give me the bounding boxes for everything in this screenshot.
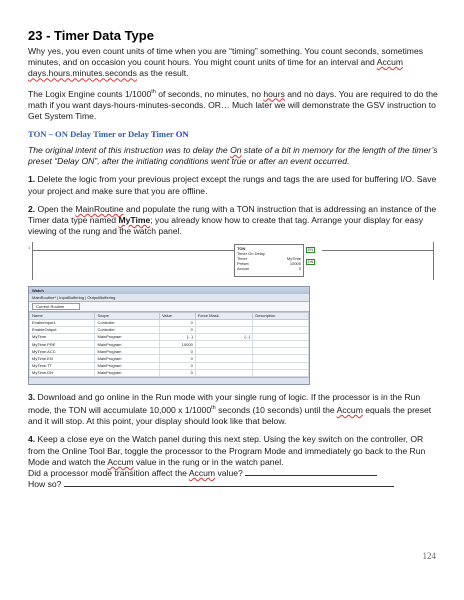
tag-name: MyTime bbox=[118, 215, 151, 226]
document-page bbox=[28, 28, 438, 490]
watch-cell bbox=[253, 369, 309, 376]
time-format-term: days.hours.minutes.seconds bbox=[28, 68, 137, 79]
step-number: 2. bbox=[28, 203, 36, 214]
accum-term: Accum bbox=[376, 57, 404, 68]
text-run: The Logix Engine counts 1/1000 bbox=[28, 88, 152, 99]
step-number: 4. bbox=[28, 434, 36, 445]
superscript: th bbox=[151, 88, 156, 95]
text-run: state of a bit in memory for the length of the timer’s preset “Delay ON”, after the initiating conditions went true or after an event occurred. bbox=[28, 145, 438, 167]
watch-cell: MainProgram bbox=[95, 362, 159, 369]
watch-row[interactable] bbox=[30, 355, 309, 362]
watch-cell bbox=[253, 341, 309, 348]
watch-cell: {...} bbox=[195, 333, 253, 340]
step-number: 1. bbox=[28, 174, 36, 185]
watch-title: Watch bbox=[29, 287, 309, 294]
watch-cell: Controller bbox=[95, 319, 159, 326]
left-power-rail bbox=[32, 242, 33, 280]
dn-output: DN bbox=[308, 259, 314, 264]
watch-cell: MainProgram bbox=[95, 333, 159, 340]
routine-tabs[interactable]: MainRoutine* | InputBuffering | OutputBuffering bbox=[29, 294, 309, 302]
column-header[interactable]: Name bbox=[30, 312, 95, 319]
accum-term: Accum bbox=[107, 456, 134, 467]
watch-rows bbox=[30, 319, 309, 377]
watch-cell bbox=[195, 362, 253, 369]
watch-cell bbox=[253, 362, 309, 369]
text-run: The original intent of this instruction was to delay the bbox=[28, 145, 231, 156]
en-output: EN bbox=[308, 247, 313, 252]
watch-row[interactable] bbox=[30, 319, 309, 326]
page-number: 124 bbox=[422, 551, 436, 561]
watch-cell: MainProgram bbox=[95, 348, 159, 355]
watch-cell: 0 bbox=[159, 319, 195, 326]
watch-cell bbox=[195, 319, 253, 326]
watch-cell: 0 bbox=[159, 326, 195, 333]
watch-cell bbox=[195, 348, 253, 355]
column-header[interactable]: Value bbox=[159, 312, 195, 319]
watch-cell: MyTime.PRE bbox=[30, 341, 95, 348]
accum-label: Accum bbox=[237, 266, 250, 272]
page-title: 23 - Timer Data Type bbox=[28, 28, 154, 43]
step-1 bbox=[28, 174, 438, 196]
answer-blank[interactable] bbox=[245, 475, 377, 476]
step-number: 3. bbox=[28, 392, 36, 402]
watch-cell bbox=[253, 348, 309, 355]
watch-status-bar bbox=[29, 377, 309, 384]
scope-bar bbox=[29, 302, 309, 312]
timer-value: MyTime bbox=[286, 255, 301, 261]
text-run: of seconds, no minutes, no bbox=[155, 88, 264, 99]
text-run: and no days. You are required to do the math if you want days-hours-minutes-seconds. OR… Much later we will demonstrate the GSV instruction to Get System Time. bbox=[28, 88, 438, 121]
ton-subtitle: Timer On Delay bbox=[237, 250, 265, 256]
scope-select[interactable]: Current Routine bbox=[32, 303, 80, 310]
watch-cell: MyTime.EN bbox=[30, 355, 95, 362]
ladder-rung-image bbox=[28, 242, 438, 280]
column-header[interactable]: Scope bbox=[95, 312, 159, 319]
intro-paragraph bbox=[28, 46, 438, 80]
watch-cell: 0 bbox=[159, 348, 195, 355]
watch-row[interactable] bbox=[30, 369, 309, 376]
rung-number: 1 bbox=[28, 244, 31, 250]
watch-cell: MainProgram bbox=[95, 341, 159, 348]
watch-cell: MyTime.DN bbox=[30, 369, 95, 376]
text-run: Keep a close eye on the Watch panel during this next step. Using the key switch on the controller, OR from the Online Tool Bar, toggle the processor to the Program Mode and immediately go back to the Run Mode and watch the bbox=[28, 434, 426, 467]
on-term: On bbox=[230, 145, 242, 156]
column-header[interactable]: Description bbox=[253, 312, 309, 319]
ton-title: TON bbox=[237, 245, 246, 251]
text-run: value in the rung or in the watch panel. bbox=[133, 456, 284, 467]
step-2 bbox=[28, 204, 438, 238]
question-1 bbox=[28, 468, 438, 479]
watch-row[interactable] bbox=[30, 348, 309, 355]
watch-cell bbox=[195, 341, 253, 348]
accum-term: Accum bbox=[336, 405, 363, 416]
watch-cell: 0 bbox=[159, 369, 195, 376]
watch-cell bbox=[195, 355, 253, 362]
ton-instruction[interactable] bbox=[234, 244, 304, 277]
text-run: Why yes, you even count units of time when you are “timing” something. You count seconds, sometimes minutes, and on occasion you count hours. You might count units of time for an interval and bbox=[28, 46, 424, 68]
watch-cell bbox=[253, 355, 309, 362]
heading-run: T bbox=[150, 129, 157, 140]
column-header[interactable]: Force Mask bbox=[195, 312, 253, 319]
watch-cell: EnableOutput bbox=[30, 326, 95, 333]
text-run: value? bbox=[215, 468, 246, 479]
timer-label: Timer bbox=[237, 255, 248, 261]
rung-wire bbox=[32, 250, 234, 251]
watch-cell bbox=[195, 326, 253, 333]
watch-cell bbox=[253, 319, 309, 326]
text-run: equals the preset and it will stop. At this point, your display should look like that below. bbox=[28, 405, 432, 427]
watch-cell: MainProgram bbox=[95, 369, 159, 376]
accum-term: Accum bbox=[188, 468, 216, 479]
watch-row[interactable] bbox=[30, 362, 309, 369]
text-run: ; you already know how to create that tag. Arrange your display for easy viewing of the rung and the watch panel. bbox=[28, 215, 424, 237]
preset-label: Preset bbox=[237, 261, 249, 267]
preset-value: 10000 bbox=[289, 261, 301, 267]
watch-cell bbox=[195, 369, 253, 376]
watch-cell: 10000 bbox=[159, 341, 195, 348]
text-run: as the result. bbox=[136, 68, 189, 79]
watch-cell: EnableInput1 bbox=[30, 319, 95, 326]
answer-blank[interactable] bbox=[64, 486, 394, 487]
text-run: How so? bbox=[28, 479, 64, 490]
hours-term: hours bbox=[263, 88, 285, 99]
intent-paragraph bbox=[28, 145, 438, 167]
watch-cell: MainProgram bbox=[95, 355, 159, 362]
ton-heading bbox=[28, 129, 438, 139]
routine-name: MainRoutine bbox=[75, 203, 124, 214]
step-3 bbox=[28, 392, 438, 427]
accum-value: 0 bbox=[298, 266, 301, 272]
text-run: Did a processor mode transition affect the bbox=[28, 468, 189, 479]
text-run: seconds (10 seconds) until the bbox=[215, 405, 337, 416]
watch-cell: MyTime.ACC bbox=[30, 348, 95, 355]
watch-header-row bbox=[30, 312, 309, 319]
watch-cell: {...} bbox=[159, 333, 195, 340]
heading-run: imer bbox=[156, 129, 176, 140]
watch-row[interactable] bbox=[30, 333, 309, 340]
watch-cell: 0 bbox=[159, 362, 195, 369]
watch-cell bbox=[253, 333, 309, 340]
text-run: and populate the rung with a TON instruction that is addressing an instance of the Timer data type named bbox=[28, 203, 437, 226]
watch-cell: MyTime.TT bbox=[30, 362, 95, 369]
watch-cell: MyTime bbox=[30, 333, 95, 340]
heading-run: ON bbox=[175, 129, 189, 140]
superscript: th bbox=[211, 405, 216, 412]
rung-wire bbox=[322, 250, 434, 251]
watch-row[interactable] bbox=[30, 326, 309, 333]
question-2 bbox=[28, 479, 438, 490]
text-run: Open the bbox=[35, 203, 76, 214]
watch-cell: 0 bbox=[159, 355, 195, 362]
step-4 bbox=[28, 434, 438, 468]
watch-row[interactable] bbox=[30, 341, 309, 348]
heading-run: TON – ON Delay Timer or Delay bbox=[28, 129, 151, 140]
right-power-rail bbox=[433, 242, 434, 280]
watch-panel bbox=[28, 286, 310, 386]
text-run: Delete the logic from your previous project except the rungs and tags the are used for buffering I/O. Save your project and make sure that you are offline. bbox=[28, 174, 437, 196]
logix-paragraph bbox=[28, 87, 438, 122]
text-run: Download and go online in the Run mode with your single rung of logic. If the processor is in the Run mode, the TON will accumulate 10,000 x 1/1000 bbox=[28, 392, 421, 416]
watch-cell bbox=[253, 326, 309, 333]
watch-table bbox=[29, 312, 309, 378]
watch-cell: Controller bbox=[95, 326, 159, 333]
